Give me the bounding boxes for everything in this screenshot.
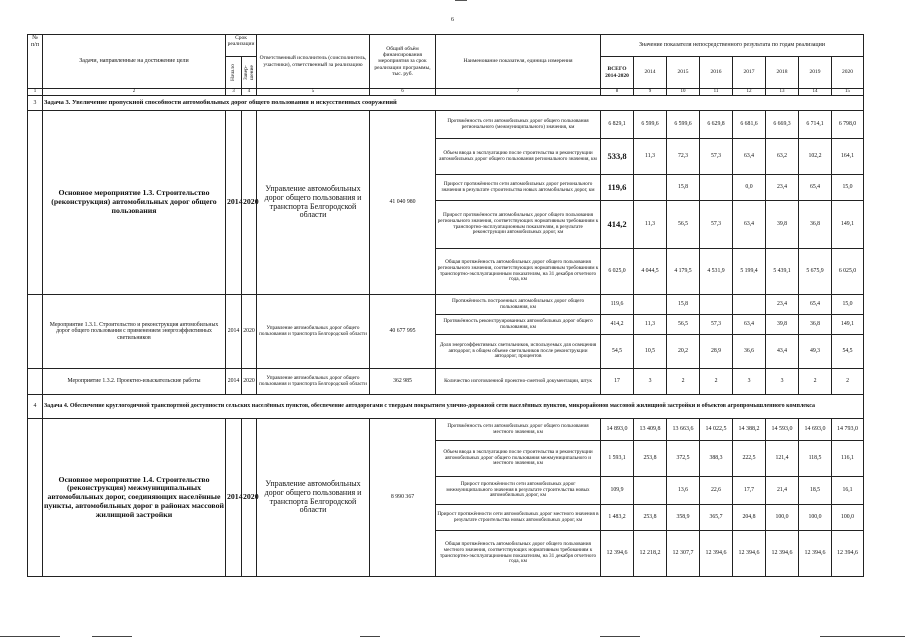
value-cell: 12 307,7 [667,531,700,577]
value-total: 119,6 [601,295,634,315]
column-number: 6 [370,89,436,96]
value-cell [634,295,667,315]
indicator-name: Прирост протяжённости сети автомобильных дорог регионального значения в результате строительства новых автомобильных дорог, км [436,175,601,201]
indicator-name: Прирост протяжённости сети автомобильных дорог межмуниципального значения в результате строительства новых автомобильных дорог, км [436,477,601,505]
value-cell [700,175,733,201]
table-row [28,369,864,395]
header-year: 2018 [766,57,799,89]
value-cell: 14 593,0 [766,419,799,441]
column-number: 1 [28,89,43,96]
section-row [28,395,864,419]
value-cell: 39,8 [766,201,799,249]
header-num: № п/п [28,35,43,89]
header-year: 2019 [799,57,832,89]
value-cell: 13 663,6 [667,419,700,441]
value-cell: 12 394,6 [766,531,799,577]
header-year: 2015 [667,57,700,89]
indicator-name: Количество изготовленной проектно-сметной документации, штук [436,369,601,395]
measure-volume: 41 040 980 [370,111,436,295]
section-number: 4 [28,395,43,419]
value-total: 17 [601,369,634,395]
column-number: 12 [733,89,766,96]
value-total: 54,5 [601,335,634,369]
value-cell: 5 199,4 [733,249,766,295]
indicator-name: Доля энергоэффективных светильников, используемых для освещения автодорог, в общем объеме светильников после реконструкции автодорог, процентов [436,335,601,369]
column-number: 15 [832,89,864,96]
column-number: 3 [226,89,242,96]
value-total: 414,2 [601,315,634,335]
header-row-1 [28,35,864,57]
value-cell: 6 025,0 [832,249,864,295]
header-term: Срок реализации [226,35,257,57]
table-row [28,111,864,139]
header-year: 2016 [700,57,733,89]
value-cell: 4 179,5 [667,249,700,295]
value-cell: 20,2 [667,335,700,369]
value-cell: 63,4 [733,315,766,335]
value-cell: 57,3 [700,315,733,335]
value-cell: 21,4 [766,477,799,505]
header-year: 2017 [733,57,766,89]
value-cell: 3 [733,369,766,395]
value-cell: 100,0 [766,505,799,531]
indicator-name: Общая протяжённость автомобильных дорог общего пользования местного значения, соответствующих нормативным требованиям к транспортно-эксплуатационным показателям, на 31 декабря отчетного года, км [436,531,601,577]
column-number: 8 [601,89,634,96]
header-volume: Общий объём финансирования мероприятия за срок реализации программы, тыс. руб. [370,35,436,89]
header-end: Завер- шение [242,64,255,80]
measure-name: Основное мероприятие 1.3. Строительство (реконструкция) автомобильных дорог общего пользования [43,111,226,295]
value-cell: 13,6 [667,477,700,505]
value-cell: 149,1 [832,201,864,249]
column-number: 11 [700,89,733,96]
indicator-name: Протяжённость сети автомобильных дорог общего пользования регионального (межмуниципального) значения, км [436,111,601,139]
indicator-name: Прирост протяжённости сети автомобильных дорог местного значения в результате строительства новых автомобильных дорог, км [436,505,601,531]
value-cell: 3 [766,369,799,395]
value-cell: 36,8 [799,315,832,335]
value-cell: 15,8 [667,175,700,201]
header-resp: Ответственный исполнитель (соисполнитель, участники), ответственный за реализацию [257,35,370,89]
value-cell: 2 [799,369,832,395]
measure-name: Основное мероприятие 1.4. Строительство (реконструкция) межмуниципальных автомобильных дорог, соединяющих населённые пункты, автомобильных дорог в районах массовой жилищной застройки [43,419,226,577]
column-number: 2 [43,89,226,96]
value-cell: 372,5 [667,441,700,477]
section-number: 3 [28,96,43,111]
value-cell: 18,5 [799,477,832,505]
header-total: ВСЕГО 2014-2020 [601,57,634,89]
measure-resp: Управление автомобильных дорог общего пользования и транспорта Белгородской области [257,369,370,395]
measure-resp: Управление автомобильных дорог общего пользования и транспорта Белгородской области [257,295,370,369]
measure-start: 2014 [226,111,242,295]
value-cell: 22,6 [700,477,733,505]
value-cell: 16,1 [832,477,864,505]
header-year: 2020 [832,57,864,89]
page-edge-mark [455,0,467,1]
value-cell: 13 409,8 [634,419,667,441]
footer-rule [600,636,640,637]
value-cell: 388,3 [700,441,733,477]
measure-resp: Управление автомобильных дорог общего пользования и транспорта Белгородской области [257,419,370,577]
header-indicator: Наименование показателя, единица измерения [436,35,601,89]
indicator-name: Общая протяжённость автомобильных дорог общего пользования регионального значения, соответствующих нормативным требованиям к транспортно-эксплуатационным показателям, на 31 декабря отчетного года, км [436,249,601,295]
value-cell: 36,8 [799,201,832,249]
value-cell: 54,5 [832,335,864,369]
value-cell: 121,4 [766,441,799,477]
measure-volume: 8 990 367 [370,419,436,577]
measure-end: 2020 [242,369,257,395]
value-cell: 253,8 [634,505,667,531]
value-cell [733,295,766,315]
value-total: 533,8 [601,139,634,175]
column-number: 13 [766,89,799,96]
results-table [27,34,864,577]
column-number: 7 [436,89,601,96]
measure-end: 2020 [242,295,257,369]
table-row [28,419,864,441]
value-cell: 14 793,0 [832,419,864,441]
value-cell: 6 599,6 [667,111,700,139]
value-cell: 5 675,9 [799,249,832,295]
value-cell: 39,8 [766,315,799,335]
indicator-name: Прирост протяжённости автомобильных дорог общего пользования регионального значения, соответствующих нормативным требованиям к транспортно-эксплуатационным показателям, в результате реконструкции автомобильных дорог, км [436,201,601,249]
measure-start: 2014 [226,419,242,577]
value-cell: 164,1 [832,139,864,175]
value-total: 1 483,2 [601,505,634,531]
value-cell: 43,4 [766,335,799,369]
value-cell: 2 [700,369,733,395]
measure-name: Мероприятие 1.3.1. Строительство и реконструкция автомобильных дорог общего пользования с применением энергоэффективных светильников [43,295,226,369]
measure-start: 2014 [226,295,242,369]
footer-rule [92,636,132,637]
measure-end: 2020 [242,419,257,577]
value-cell: 0,0 [733,175,766,201]
value-cell: 3 [634,369,667,395]
value-cell: 4 044,5 [634,249,667,295]
footer-rule [360,636,380,637]
section-title: Задача 4. Обеспечение круглогодичной транспортной доступности сельских населённых пунктов, обеспечение автодорогами с твердым покрытием улично-дорожной сети населённых пунктов, микрорайонов массовой жилищной застройки и объектов агропромышленного комплекса [43,395,864,419]
value-cell: 12 218,2 [634,531,667,577]
column-number: 9 [634,89,667,96]
value-cell: 358,9 [667,505,700,531]
column-numbers-row [28,89,864,96]
value-cell: 4 531,9 [700,249,733,295]
value-cell: 222,5 [733,441,766,477]
page-number: 6 [451,17,454,23]
indicator-name: Протяжённость реконструированных автомобильных дорог общего пользования, км [436,315,601,335]
value-cell: 63,2 [766,139,799,175]
value-cell: 6 669,3 [766,111,799,139]
value-cell: 11,3 [634,201,667,249]
value-total: 119,6 [601,175,634,201]
value-cell: 2 [667,369,700,395]
value-total: 109,9 [601,477,634,505]
value-cell: 149,1 [832,315,864,335]
value-cell: 6 629,8 [700,111,733,139]
value-cell: 56,5 [667,201,700,249]
value-cell: 57,3 [700,201,733,249]
value-cell: 100,0 [799,505,832,531]
value-cell: 36,6 [733,335,766,369]
section-title: Задача 3. Увеличение пропускной способности автомобильных дорог общего пользования и искусственных сооружений [43,96,864,111]
value-cell: 102,2 [799,139,832,175]
column-number: 4 [242,89,257,96]
header-values: Значение показателя непосредственного результата по годам реализации [601,35,864,57]
table-row [28,295,864,315]
indicator-name: Объем ввода в эксплуатацию после строительства и реконструкции автомобильных дорог общего пользования регионального значения, км [436,139,601,175]
value-cell: 12 394,6 [799,531,832,577]
value-total: 1 593,1 [601,441,634,477]
value-cell: 63,4 [733,139,766,175]
value-cell: 5 439,1 [766,249,799,295]
value-cell: 14 388,2 [733,419,766,441]
value-total: 14 893,0 [601,419,634,441]
value-total: 12 394,6 [601,531,634,577]
value-cell: 15,8 [667,295,700,315]
header-task: Задачи, направленные на достижение цели [43,35,226,89]
footer-rule [0,636,60,637]
value-cell: 17,7 [733,477,766,505]
column-number: 14 [799,89,832,96]
value-cell: 12 394,6 [700,531,733,577]
value-cell [700,295,733,315]
value-cell: 65,4 [799,175,832,201]
header-year: 2014 [634,57,667,89]
value-total: 6 025,0 [601,249,634,295]
value-cell: 57,3 [700,139,733,175]
value-cell: 365,7 [700,505,733,531]
value-cell: 204,8 [733,505,766,531]
value-cell: 6 714,1 [799,111,832,139]
value-cell [634,477,667,505]
value-cell: 116,1 [832,441,864,477]
value-cell: 2 [832,369,864,395]
measure-volume: 362 985 [370,369,436,395]
value-cell: 14 693,0 [799,419,832,441]
measure-end: 2020 [242,111,257,295]
value-cell: 6 681,6 [733,111,766,139]
value-cell: 6 599,6 [634,111,667,139]
value-cell: 65,4 [799,295,832,315]
value-cell: 14 022,5 [700,419,733,441]
measure-name: Мероприятие 1.3.2. Проектно-изыскательские работы [43,369,226,395]
value-cell: 28,9 [700,335,733,369]
measure-volume: 40 677 995 [370,295,436,369]
value-cell [634,175,667,201]
indicator-name: Объем ввода в эксплуатацию после строительства и реконструкции автомобильных дорог общего пользования межмуниципального и местного значения, км [436,441,601,477]
value-cell: 10,5 [634,335,667,369]
value-cell: 15,0 [832,295,864,315]
column-number: 5 [257,89,370,96]
value-cell: 12 394,6 [832,531,864,577]
section-row [28,96,864,111]
measure-resp: Управление автомобильных дорог общего пользования и транспорта Белгородской области [257,111,370,295]
value-cell: 6 798,0 [832,111,864,139]
value-cell: 253,8 [634,441,667,477]
value-cell: 11,3 [634,139,667,175]
value-cell: 49,3 [799,335,832,369]
measure-start: 2014 [226,369,242,395]
value-total: 414,2 [601,201,634,249]
footer-rule [820,636,905,637]
indicator-name: Протяжённость сети автомобильных дорог общего пользования местного значения, км [436,419,601,441]
value-cell: 100,0 [832,505,864,531]
indicator-name: Протяжённость построенных автомобильных дорог общего пользования, км [436,295,601,315]
header-start: Начало [230,64,237,81]
value-cell: 15,0 [832,175,864,201]
value-cell: 118,5 [799,441,832,477]
value-cell: 56,5 [667,315,700,335]
value-cell: 12 394,6 [733,531,766,577]
value-total: 6 829,1 [601,111,634,139]
value-cell: 63,4 [733,201,766,249]
value-cell: 72,3 [667,139,700,175]
value-cell: 11,3 [634,315,667,335]
value-cell: 23,4 [766,175,799,201]
value-cell: 23,4 [766,295,799,315]
column-number: 10 [667,89,700,96]
